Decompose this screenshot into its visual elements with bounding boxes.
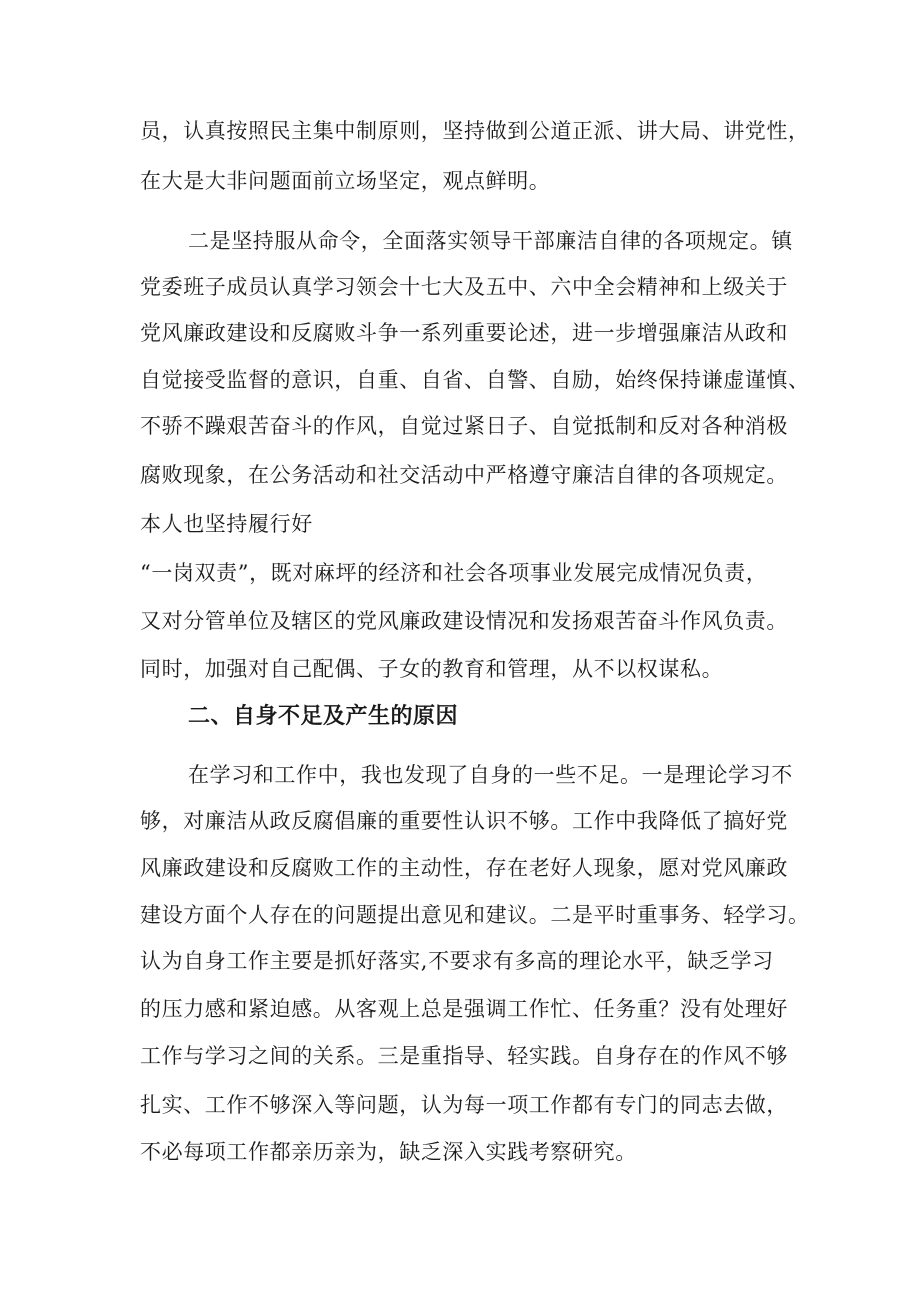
paragraph-line: 员，认真按照民主集中制原则，坚持做到公道正派、讲大局、讲党性，: [140, 119, 810, 143]
paragraph-line: 的压力感和紧迫感。从客观上总是强调工作忙、任务重？没有处理好: [140, 997, 788, 1021]
paragraph-line: 在学习和工作中，我也发现了自身的一些不足。一是理论学习不: [188, 763, 793, 787]
paragraph-line: 不骄不躁艰苦奋斗的作风，自觉过紧日子、自觉抵制和反对各种消极: [140, 414, 788, 438]
paragraph-line: 自觉接受监督的意识，自重、自省、自警、自励，始终保持谦虚谨慎、: [140, 368, 810, 392]
paragraph-line: 党风廉政建设和反腐败斗争一系列重要论述，进一步增强廉洁从政和: [140, 321, 788, 345]
paragraph-line: 够，对廉洁从政反腐倡廉的重要性认识不够。工作中我降低了搞好党: [140, 809, 788, 833]
paragraph-line: 不必每项工作都亲历亲为，缺乏深入实践考察研究。: [140, 1140, 637, 1164]
paragraph-line: 本人也坚持履行好: [140, 512, 313, 536]
paragraph-line: 认为自身工作主要是抓好落实,不要求有多高的理论水平，缺乏学习: [140, 949, 774, 973]
paragraph-line: 工作与学习之间的关系。三是重指导、轻实践。自身存在的作风不够: [140, 1044, 788, 1068]
section-heading: 二、自身不足及产生的原因: [188, 704, 459, 729]
paragraph-line: “一岗双责”，既对麻坪的经济和社会各项事业发展完成情况负责，: [140, 561, 768, 585]
paragraph-line: 同时，加强对自己配偶、子女的教育和管理，从不以权谋私。: [140, 657, 724, 681]
paragraph-line: 腐败现象，在公务活动和社交活动中严格遵守廉洁自律的各项规定。: [140, 463, 788, 487]
paragraph-line: 风廉政建设和反腐败工作的主动性，存在老好人现象，愿对党风廉政: [140, 856, 788, 880]
paragraph-line: 党委班子成员认真学习领会十七大及五中、六中全会精神和上级关于: [140, 275, 788, 299]
paragraph-line: 又对分管单位及辖区的党风廉政建设情况和发扬艰苦奋斗作风负责。: [140, 609, 788, 633]
paragraph-line: 扎实、工作不够深入等问题，认为每一项工作都有专门的同志去做，: [140, 1093, 788, 1117]
paragraph-line: 在大是大非问题面前立场坚定，观点鲜明。: [140, 169, 551, 193]
paragraph-line: 二是坚持服从命令，全面落实领导干部廉洁自律的各项规定。镇: [188, 229, 793, 253]
paragraph-line: 建设方面个人存在的问题提出意见和建议。二是平时重事务、轻学习。: [140, 903, 810, 927]
